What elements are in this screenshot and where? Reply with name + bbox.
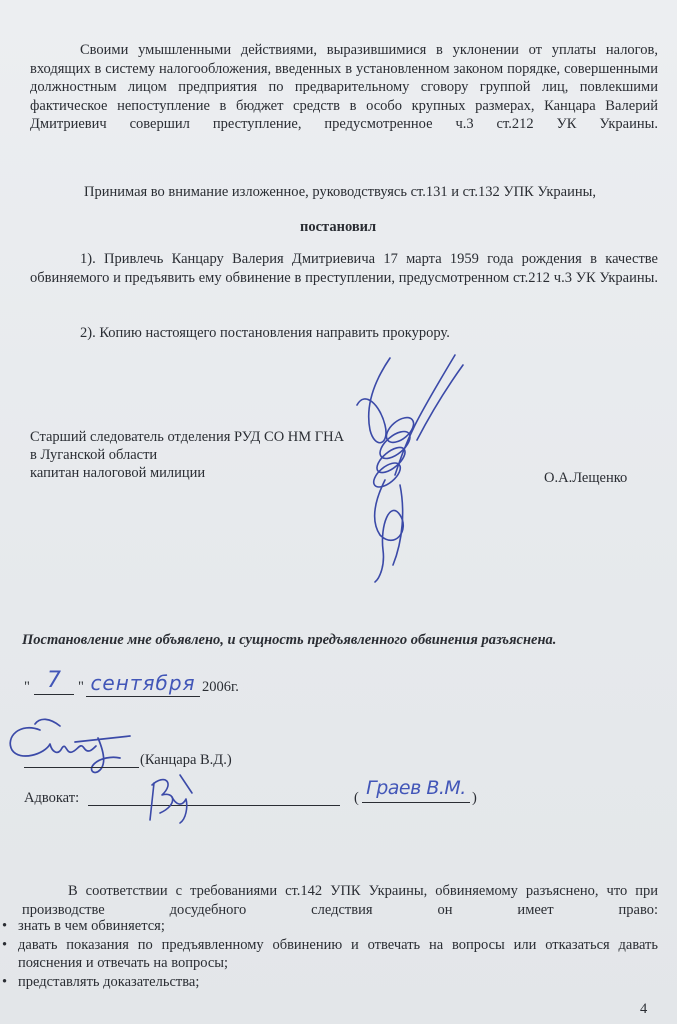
officer-title-line-2: в Луганской области bbox=[30, 447, 158, 463]
rights-list bbox=[0, 917, 658, 991]
lawyer-paren-close: ) bbox=[472, 790, 477, 806]
rights-item: • давать показания по предъявленному обвинению и отвечать на вопросы или отказаться давать пояснения и отвечать на вопросы; bbox=[0, 936, 658, 973]
accused-name: (Канцара В.Д.) bbox=[140, 752, 232, 768]
officer-title-line-3: капитан налоговой милиции bbox=[30, 465, 206, 481]
considering-paragraph: Принимая во внимание изложенное, руководствуясь ст.131 и ст.132 УПК Украины, bbox=[84, 184, 596, 200]
resolution-item-2: 2). Копию настоящего постановления направить прокурору. bbox=[80, 325, 450, 341]
announcement-statement: Постановление мне объявлено, и сущность предъявленного обвинения разъяснена. bbox=[22, 632, 557, 648]
accused-signature bbox=[0, 712, 145, 784]
officer-title-line-1: Старший следователь отделения РУД СО НМ ГНА bbox=[30, 429, 345, 445]
lawyer-signature bbox=[140, 765, 210, 827]
resolution-item-1: 1). Привлечь Канцару Валерия Дмитриевича 17 марта 1959 года рождения в качестве обвиняемого и предъявить ему обвинение в преступлении, предусмотренном ст.212 ч.3 УК Украины. bbox=[30, 251, 658, 286]
accused-signature-line bbox=[24, 767, 139, 768]
date-close-quote: " bbox=[78, 679, 84, 695]
rights-item: • представлять доказательства; bbox=[0, 973, 658, 992]
lawyer-signature-line bbox=[88, 805, 340, 806]
rights-intro: В соответствии с требованиями ст.142 УПК Украины, обвиняемому разъяснено, что при производстве досудебного следствия он имеет право: bbox=[22, 883, 658, 918]
page-number: 4 bbox=[640, 1001, 648, 1017]
rights-item: • знать в чем обвиняется; bbox=[0, 917, 658, 936]
date-line bbox=[24, 668, 284, 698]
charge-paragraph: Своими умышленными действиями, выразившимися в уклонении от уплаты налогов, входящих в систему налогообложения, введенных в установленном законом порядке, совершенными должностным лицом предприятия по предварительному сговору группой лиц, повлекшими фактическое непоступление в бюджет средств в особо крупных размерах, Канцара Валерий Дмитриевич совершил преступление, предусмотренное ч.3 ст.212 УК Украины. bbox=[30, 42, 658, 132]
date-open-quote: " bbox=[24, 679, 30, 695]
lawyer-name: Граев В.М. bbox=[362, 774, 470, 803]
lawyer-label: Адвокат: bbox=[24, 790, 80, 806]
lawyer-paren-open: ( bbox=[354, 790, 359, 806]
date-month: сентября bbox=[86, 670, 200, 697]
resolution-heading: постановил bbox=[300, 219, 377, 235]
date-year: 2006г. bbox=[202, 679, 239, 695]
investigator-signature bbox=[345, 350, 490, 590]
date-day: 7 bbox=[34, 668, 74, 695]
officer-name: О.А.Лещенко bbox=[544, 470, 628, 486]
